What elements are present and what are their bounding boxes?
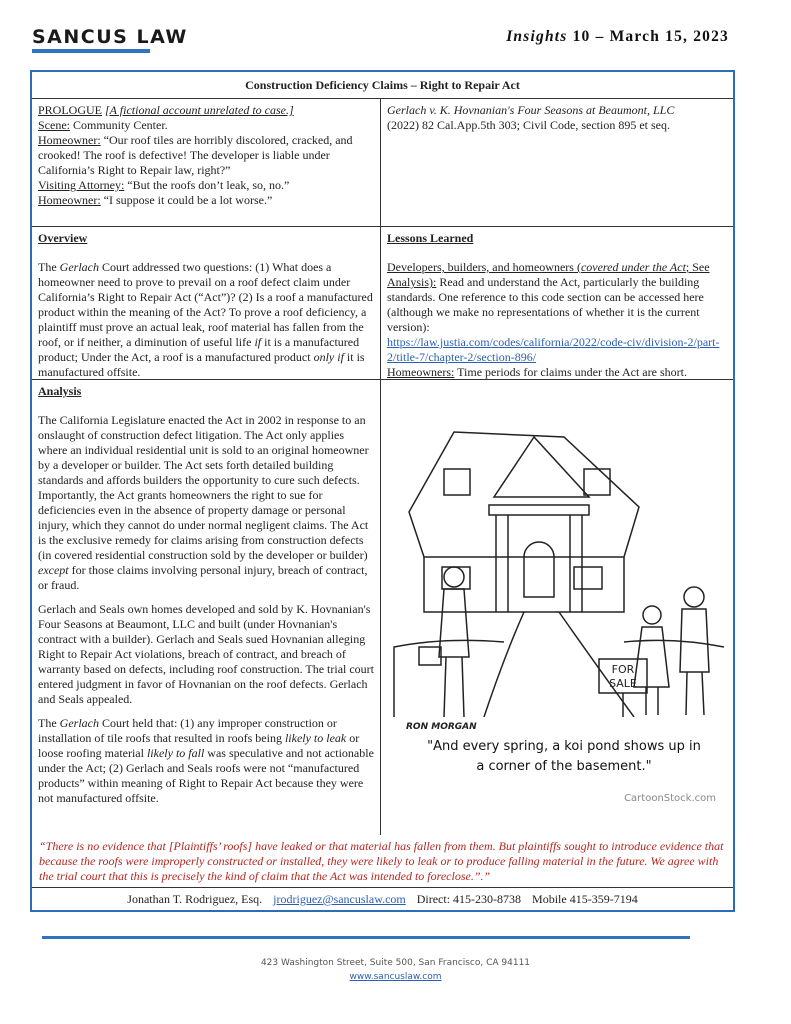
cartoonist-signature: RON MORGAN [406,722,477,732]
attorney-label: Visiting Attorney: [38,178,125,192]
prologue-section [32,99,380,212]
document-title: Construction Deficiency Claims – Right to Repair Act [32,72,733,99]
lessons-section [381,227,733,384]
cartoon-illustration [384,397,734,832]
contact-email[interactable]: jrodriguez@sancuslaw.com [273,892,406,906]
citation-section [381,99,733,137]
prologue-note: [A fictional account unrelated to case.] [105,103,294,117]
column-divider [380,99,381,835]
cartoon-credit: CartoonStock.com [624,793,716,804]
cartoon-drawing [384,397,734,717]
content-frame [30,70,735,912]
newsletter-header [506,28,729,46]
insights-label: Insights [506,28,568,45]
analysis-paragraph-2: Gerlach and Seals own homes developed and sold by K. Hovnanian's Four Seasons at Beaumont, LLC and built (under Hovnanian's contract with a builder). Gerlach and Seals sued Hovnanian alleging Right to Repair Act violations, breach of contract, and breach of warranty based on defects, including roof construction. The trial court entered judgment in favor of Hovnanian on the roof defects. Gerlach and Seals appealed. [38,602,375,706]
case-name: Gerlach v. K. Hovnanian's Four Seasons at Beaumont, LLC [387,103,675,117]
contact-name: Jonathan T. Rodriguez, Esq. [127,892,263,906]
homeowner-label-1: Homeowner: [38,133,101,147]
sign-line-1: FOR [611,663,635,676]
analysis-section [32,380,380,819]
analysis-heading: Analysis [38,384,82,398]
sign-line-2: SALE [609,677,637,690]
homeowner-text-2: “I suppose it could be a lot worse.” [103,193,273,207]
homeowner-label-2: Homeowner: [38,193,101,207]
contact-direct: Direct: 415-230-8738 [416,892,522,906]
footer-address: 423 Washington Street, Suite 500, San Francisco, CA 94111 [260,958,531,968]
homeowner-text-1: “Our roof tiles are horribly discolored, cracked, and crooked! The roof is defective! The developer is liable under California’s Right to Repair law, right?” [38,133,353,177]
analysis-paragraph-3: The Gerlach Court held that: (1) any improper construction or installation of tile roofs that resulted in roofs being likely to leak or loose roofing material likely to fall was speculative and not actionable under the Act; (2) Gerlach and Seals roofs were not “manufactured products” within meaning of Right to Repair Act because they were not manufactured offsite. [38,716,374,805]
contact-mobile: Mobile 415-359-7194 [532,892,638,906]
scene-text: Community Center. [73,118,168,132]
attorney-text: “But the roofs don’t leak, so, no.” [127,178,290,192]
code-section-link[interactable]: https://law.justia.com/codes/california/2022/code-civ/division-2/part-2/title-7/chapter-2/section-896/ [387,335,720,364]
firm-logo: SANCUS LAW [32,26,188,48]
prologue-heading: PROLOGUE [38,103,103,117]
overview-heading: Overview [38,231,88,245]
court-quote: “There is no evidence that [Plaintiffs’ roofs] have leaked or that material has fallen from them. But plaintiffs sought to introduce evidence that because the roofs were improperly constructed or installed, they were likely to leak or to produce falling material in the future. We agree with the trial court that this is precisely the kind of claim that the Act was intended to foreclose.”.” [39,839,724,883]
overview-text: The Gerlach Court addressed two questions: (1) What does a homeowner need to prove to prevail on a roof defect claim under California’s Right to Repair Act (“Act”)? (2) Is a roof a manufactured product within the meaning of the Act? To prove a roof deficiency, a plaintiff must prove an actual leak, roof material has fallen from the roof, or if neither, a diminution of useful life if it is a manufactured product; Under the Act, a roof is a manufactured product only if it is manufactured offsite. [38,260,373,379]
analysis-paragraph-1: The California Legislature enacted the Act in 2002 in response to an onslaught of construction defect litigation. The Act only applies where an individual residential unit is sold to an original homeowner by a developer or builder. The Act sets forth detailed building standards and affords builders the opportunity to cure such defects. Importantly, the Act grants homeowners the right to sue for deficiencies even in the absence of property damage or personal injury, which they cannot do under normal negligent claims. The Act is the exclusive remedy for claims arising from construction defects (in covered residential construction sold by the developer or builder) except for those claims involving personal injury, breach of contract, or fraud. [38,413,369,592]
cartoon-caption: "And every spring, a koi pond shows up in a corner of the basement." [427,739,701,774]
logo-underline [32,49,150,53]
overview-section [32,227,380,384]
lessons-heading: Lessons Learned [387,231,474,245]
footer-website[interactable]: www.sancuslaw.com [349,972,442,982]
footer-rule [42,936,690,939]
lessons-text: Developers, builders, and homeowners (covered under the Act; See Analysis): Read and understand the Act, particularly the building standards. One reference to this code section can be accessed here (although we make no representations of whether it is the current version): https://law.justia.com/codes/california/2022/code-civ/division-2/part-2/title-7/chapter-2/section-896/ Homeowners: Time periods for claims under the Act are short. [387,260,720,379]
issue-date: 10 – March 15, 2023 [572,28,729,45]
contact-line [32,887,733,910]
case-cite: (2022) 82 Cal.App.5th 303; Civil Code, section 895 et seq. [387,118,670,132]
scene-label: Scene: [38,118,70,132]
